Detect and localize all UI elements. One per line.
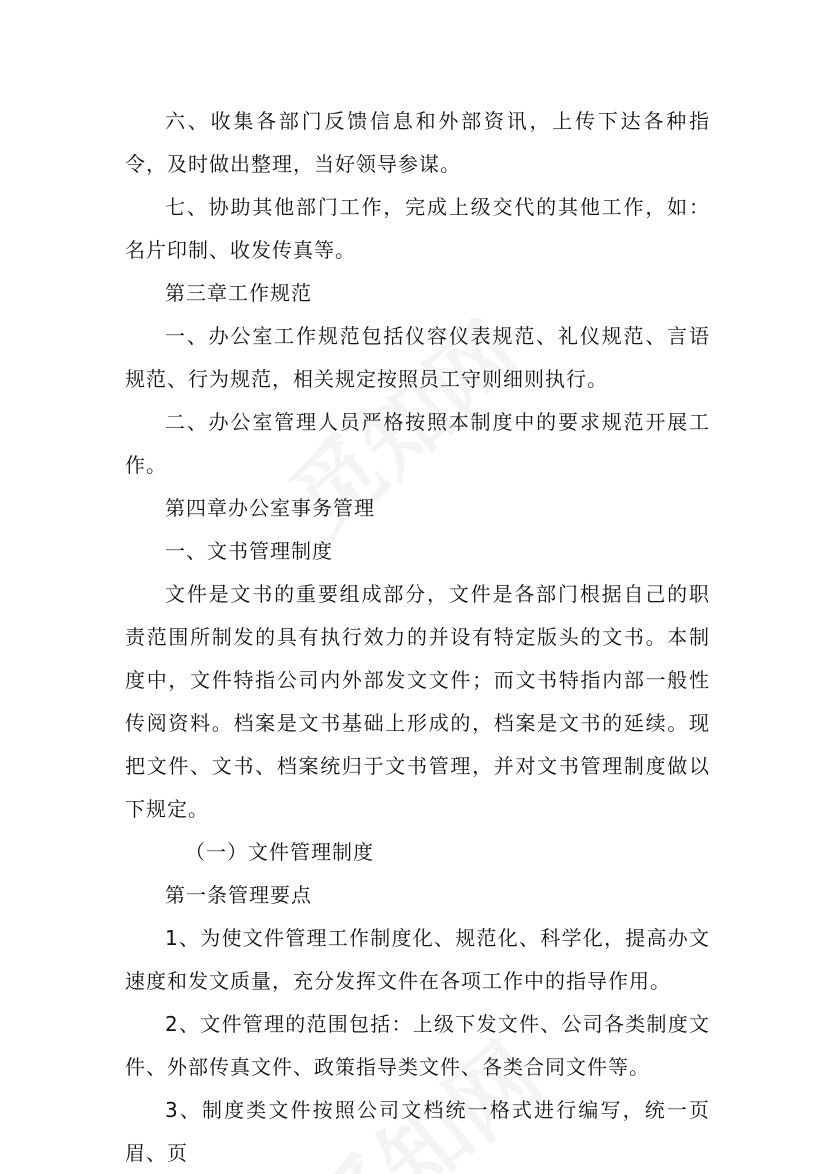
paragraph-point-3: 3、制度类文件按照公司文档统一格式进行编写，统一页眉、页 <box>125 1098 710 1165</box>
document-body <box>125 100 710 1174</box>
subsection-heading-1: （一）文件管理制度 <box>185 840 374 864</box>
paragraph-norms-1: 一、办公室工作规范包括仪容仪表规范、礼仪规范、言语规范、行为规范，相关规定按照员工守则细则执行。 <box>125 324 710 391</box>
article-heading-1: 第一条管理要点 <box>165 883 312 907</box>
paragraph-norms-2: 二、办公室管理人员严格按照本制度中的要求规范开展工作。 <box>125 410 710 477</box>
chapter-heading-4: 第四章办公室事务管理 <box>165 496 375 520</box>
paragraph-item-7: 七、协助其他部门工作，完成上级交代的其他工作，如：名片印制、收发传真等。 <box>125 195 710 262</box>
paragraph-point-2: 2、文件管理的范围包括：上级下发文件、公司各类制度文件、外部传真文件、政策指导类文件、各类合同文件等。 <box>125 1012 710 1079</box>
paragraph-document-definition: 文件是文书的重要组成部分，文件是各部门根据自己的职责范围所制发的具有执行效力的并设有特定版头的文书。本制度中，文件特指公司内外部发文文件；而文书特指内部一般性传阅资料。档案是文书基础上形成的，档案是文书的延续。现把文件、文书、档案统归于文书管理，并对文书管理制度做以下规定。 <box>125 582 710 821</box>
paragraph-item-6: 六、收集各部门反馈信息和外部资讯，上传下达各种指令，及时做出整理，当好领导参谋。 <box>125 109 710 176</box>
section-heading-1: 一、文书管理制度 <box>165 539 333 563</box>
chapter-heading-3: 第三章工作规范 <box>165 281 312 305</box>
paragraph-point-1: 1、为使文件管理工作制度化、规范化、科学化，提高办文速度和发文质量，充分发挥文件在各项工作中的指导作用。 <box>125 926 710 993</box>
